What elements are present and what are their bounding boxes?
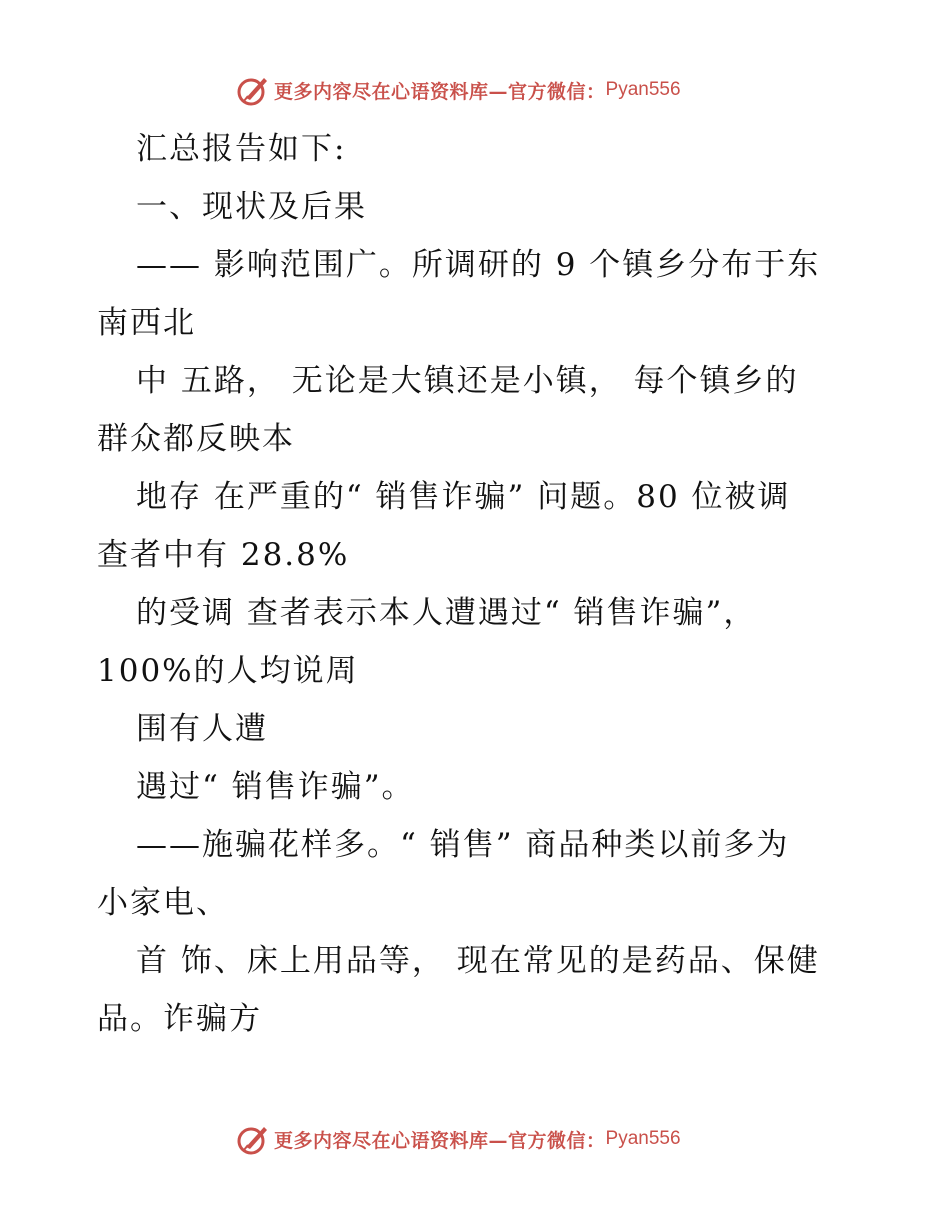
body-line: 遇过“ 销售诈骗”。 <box>136 769 415 805</box>
document-body <box>97 120 857 1048</box>
body-line: —— 影响范围广。所调研的 9 个镇乡分布于东 <box>136 247 821 283</box>
body-line: 100%的人均说周 <box>97 653 359 689</box>
body-line: 围有人遭 <box>136 711 268 747</box>
body-line: 中 五路， 无论是大镇还是小镇， 每个镇乡的 <box>136 363 799 399</box>
body-line: 的受调 查者表示本人遭遇过“ 销售诈骗”， <box>136 595 757 631</box>
quill-logo-icon <box>236 1122 270 1156</box>
body-line: 小家电、 <box>97 885 229 921</box>
body-line: 群众都反映本 <box>97 421 295 457</box>
header-banner-id: Pyan556 <box>605 79 681 100</box>
body-line: 查者中有 28.8% <box>97 537 350 573</box>
body-line: 一、现状及后果 <box>136 189 367 225</box>
body-line: ——施骗花样多。“ 销售” 商品种类以前多为 <box>136 827 790 863</box>
body-line: 汇总报告如下: <box>136 131 347 167</box>
body-line: 品。诈骗方 <box>97 1001 262 1037</box>
footer-banner <box>236 1121 716 1157</box>
header-banner <box>236 72 716 108</box>
quill-logo-icon <box>236 73 270 107</box>
body-line: 南西北 <box>97 305 196 341</box>
header-banner-text: 更多内容尽在心语资料库—官方微信： <box>274 80 606 103</box>
footer-banner-id: Pyan556 <box>605 1128 681 1149</box>
footer-banner-text: 更多内容尽在心语资料库—官方微信： <box>274 1129 606 1152</box>
body-line: 首 饰、床上用品等， 现在常见的是药品、保健 <box>136 943 820 979</box>
body-line: 地存 在严重的“ 销售诈骗” 问题。80 位被调 <box>136 479 791 515</box>
